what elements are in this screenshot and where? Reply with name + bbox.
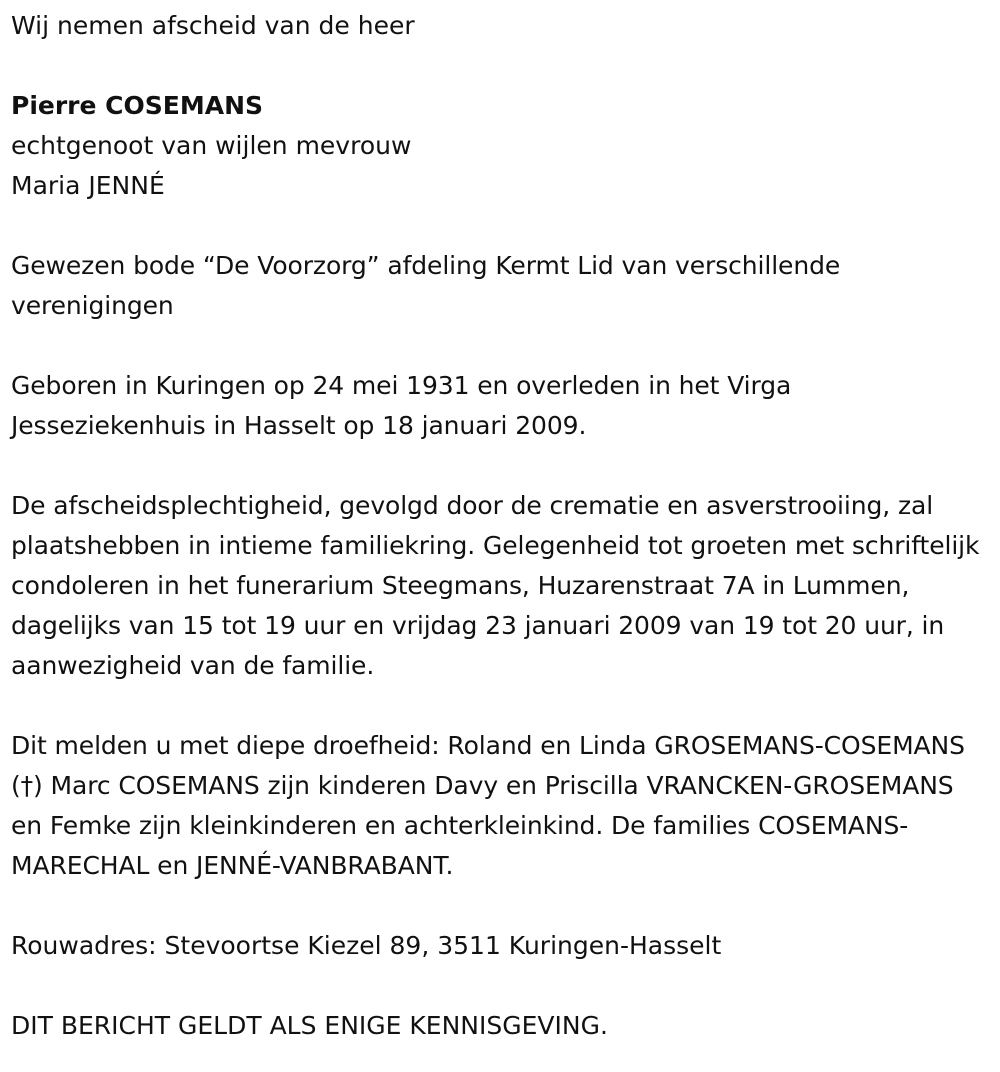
spacer — [11, 46, 986, 86]
deceased-name: Pierre COSEMANS — [11, 91, 264, 120]
spacer — [11, 966, 986, 1006]
birth-death-paragraph: Geboren in Kuringen op 24 mei 1931 en overleden in het Virga Jesseziekenhuis in Hasselt op 18 januari 2009. — [11, 371, 792, 440]
spacer — [11, 326, 986, 366]
ceremony-paragraph: De afscheidsplechtigheid, gevolgd door de crematie en asverstrooiing, zal plaatshebben in intieme familiekring. Gelegenheid tot groeten met schriftelijk condoleren in het funerarium Steegmans, Huzarenstraat 7A in Lummen, dagelijks van 15 tot 19 uur en vrijdag 23 januari 2009 van 19 tot 20 uur, in aanwezigheid van de familie. — [11, 491, 980, 680]
relation-line: echtgenoot van wijlen mevrouw — [11, 131, 412, 160]
closing-statement: DIT BERICHT GELDT ALS ENIGE KENNISGEVING. — [11, 1011, 608, 1040]
spouse-name: Maria JENNÉ — [11, 171, 165, 200]
obituary-notice — [11, 6, 986, 1046]
spacer — [11, 446, 986, 486]
intro-line: Wij nemen afscheid van de heer — [11, 11, 415, 40]
spacer — [11, 686, 986, 726]
announcement-paragraph: Dit melden u met diepe droefheid: Roland en Linda GROSEMANS-COSEMANS (†) Marc COSEMANS zijn kinderen Davy en Priscilla VRANCKEN-GROSEMANS en Femke zijn kleinkinderen en achterkleinkind. De families COSEMANS-MARECHAL en JENNÉ-VANBRABANT. — [11, 731, 965, 880]
biography-paragraph: Gewezen bode “De Voorzorg” afdeling Kermt Lid van verschillende verenigingen — [11, 251, 841, 320]
spacer — [11, 886, 986, 926]
mourning-address: Rouwadres: Stevoortse Kiezel 89, 3511 Kuringen-Hasselt — [11, 931, 722, 960]
spacer — [11, 206, 986, 246]
